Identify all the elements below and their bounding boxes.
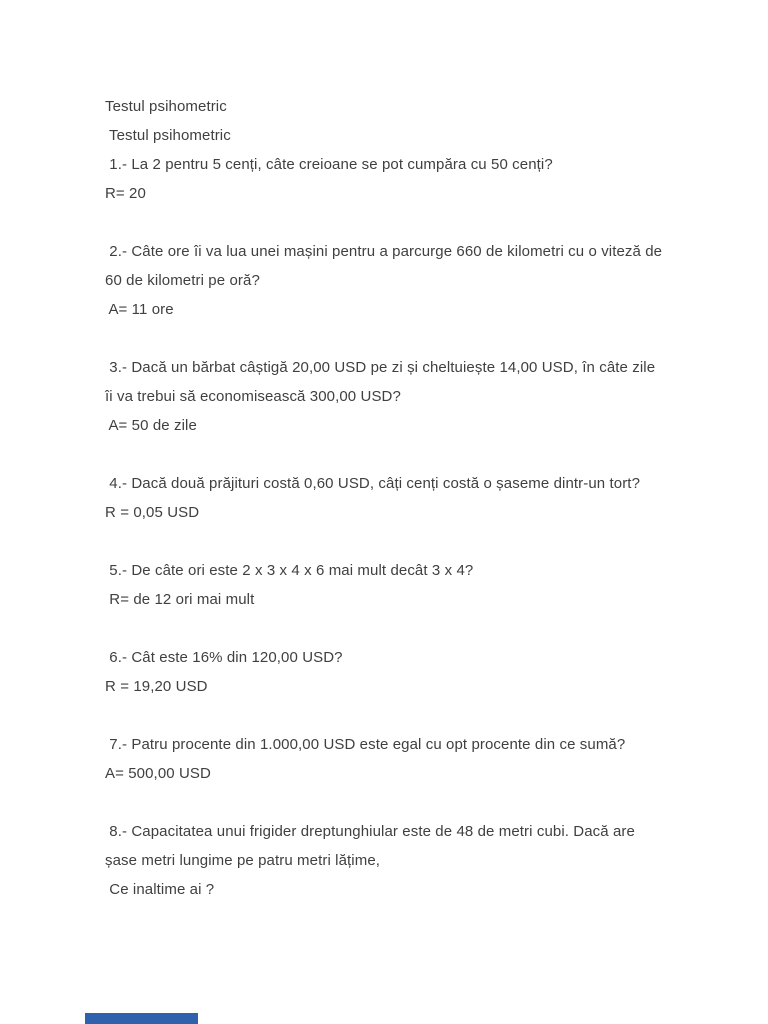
document-text-line: 3.- Dacă un bărbat câștigă 20,00 USD pe zi și cheltuiește 14,00 USD, în câte zile	[105, 359, 656, 376]
document-text-body	[105, 92, 661, 904]
document-text-line: Testul psihometric	[105, 98, 227, 115]
document-text-line: A= 50 de zile	[105, 417, 197, 434]
blank-line	[105, 701, 661, 730]
document-text-line: Ce inaltime ai ?	[105, 881, 215, 898]
document-text-line: Testul psihometric	[105, 127, 231, 144]
blank-line	[105, 208, 661, 237]
document-text-line: 7.- Patru procente din 1.000,00 USD este egal cu opt procente din ce sumă?	[105, 736, 626, 753]
document-text-line: 4.- Dacă două prăjituri costă 0,60 USD, câți cenți costă o șaseme dintr-un tort?	[105, 475, 641, 492]
document-text-line: 8.- Capacitatea unui frigider dreptunghiular este de 48 de metri cubi. Dacă are	[105, 823, 635, 840]
document-text-line: A= 11 ore	[105, 301, 174, 318]
blank-line	[105, 527, 661, 556]
document-text-line: șase metri lungime pe patru metri lățime,	[105, 852, 381, 869]
blank-line	[105, 788, 661, 817]
document-text-line: 60 de kilometri pe oră?	[105, 272, 260, 289]
document-text-line: 6.- Cât este 16% din 120,00 USD?	[105, 649, 343, 666]
document-text-line: 1.- La 2 pentru 5 cenți, câte creioane se pot cumpăra cu 50 cenți?	[105, 156, 553, 173]
blank-line	[105, 614, 661, 643]
document-text-line: 5.- De câte ori este 2 x 3 x 4 x 6 mai mult decât 3 x 4?	[105, 562, 474, 579]
document-text-line: R = 0,05 USD	[105, 504, 200, 521]
document-text-line: R= de 12 ori mai mult	[105, 591, 255, 608]
blank-line	[105, 324, 661, 353]
document-text-line: R= 20	[105, 185, 146, 202]
document-text-line: îi va trebui să economisească 300,00 USD?	[105, 388, 401, 405]
document-text-line: A= 500,00 USD	[105, 765, 211, 782]
document-text-line: 2.- Câte ore îi va lua unei mașini pentru a parcurge 660 de kilometri cu o viteză de	[105, 243, 663, 260]
next-page-blue-fragment	[85, 1013, 198, 1024]
blank-line	[105, 440, 661, 469]
document-text-line: R = 19,20 USD	[105, 678, 208, 695]
